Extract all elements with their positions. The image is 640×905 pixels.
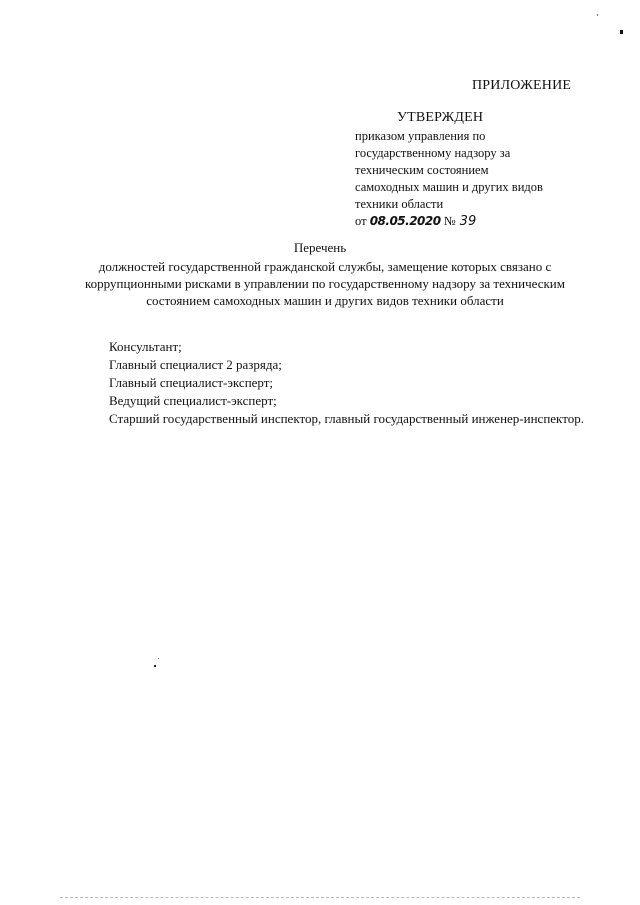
approval-line: техники области <box>355 197 444 211</box>
position-item: Старший государственный инспектор, главный государственный инженер-инспектор. <box>109 411 584 426</box>
appendix-label: ПРИЛОЖЕНИЕ <box>472 78 572 93</box>
position-item: Консультант; <box>109 339 182 354</box>
approval-line: самоходных машин и других видов <box>355 180 543 194</box>
approval-line: техническим состоянием <box>355 163 489 177</box>
position-item: Главный специалист-эксперт; <box>109 375 274 390</box>
document-subtitle: должностей государственной гражданской службы, замещение которых связано с коррупционными рисками в управлении по государственному надзору за техническим состоянием самоходных машин и других видов техники области <box>85 259 565 308</box>
approval-line: приказом управления по <box>355 129 486 143</box>
handwritten-number: 39 <box>459 214 477 229</box>
page-bottom-edge <box>60 897 580 899</box>
document-title: Перечень <box>293 240 347 255</box>
approval-line: государственному надзору за <box>355 146 511 160</box>
approval-block <box>355 128 615 230</box>
scan-dot <box>154 665 156 667</box>
approval-date-line <box>355 213 615 230</box>
position-item: Главный специалист 2 разряда; <box>109 357 282 372</box>
scan-speck <box>158 658 159 659</box>
position-item: Ведущий специалист-эксперт; <box>109 393 277 408</box>
handwritten-date: 08.05.2020 <box>369 214 441 228</box>
number-prefix: № <box>443 214 456 228</box>
approved-label: УТВЕРЖДЕН <box>397 110 484 125</box>
date-prefix: от <box>355 214 367 228</box>
scan-mark <box>620 30 623 34</box>
positions-list <box>58 338 588 428</box>
scan-speck <box>597 14 598 16</box>
